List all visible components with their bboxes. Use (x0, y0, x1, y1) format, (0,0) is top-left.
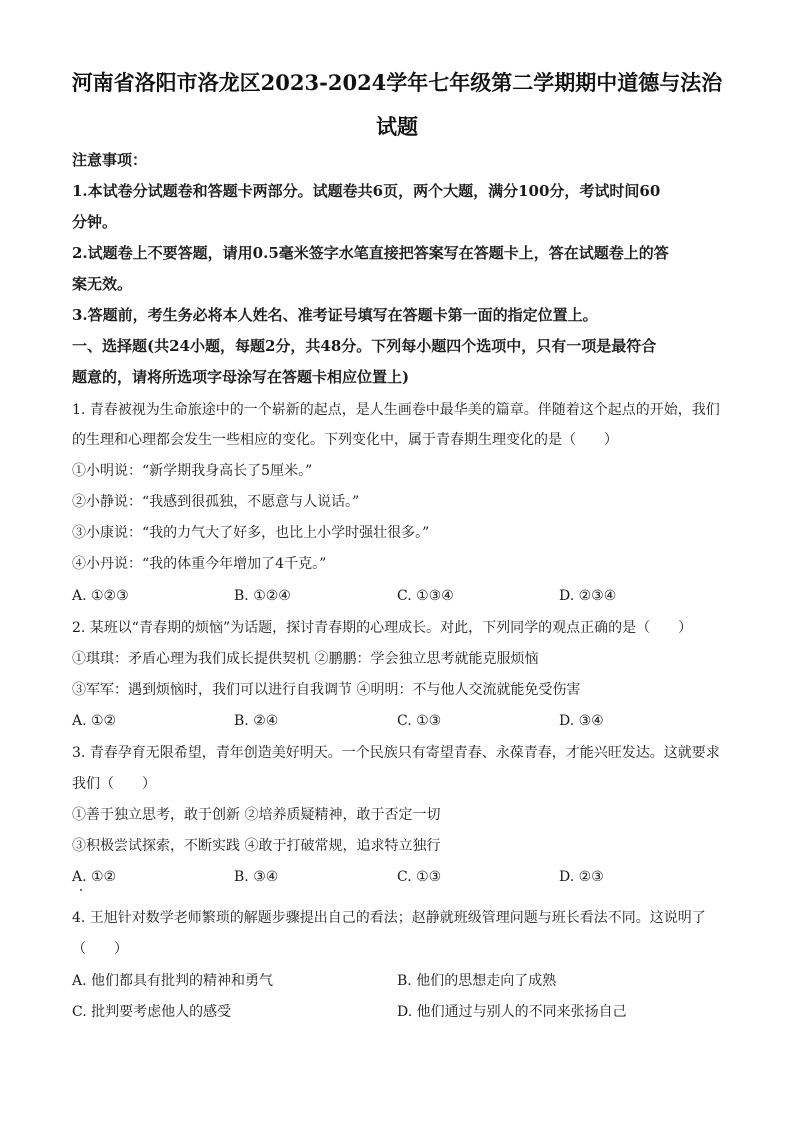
q3-stem-line1: 3. 青春孕育无限希望，青年创造美好明天。一个民族只有寄望青春、永葆青春，才能兴旺发达。这就要求 (72, 745, 720, 761)
q1-statement-3: ③小康说：“我的力气大了好多，也比上小学时强壮很多。” (72, 525, 430, 541)
q4-stem-line2: （ ） (72, 941, 128, 957)
q2-statements-12: ①琪琪：矛盾心理为我们成长提供契机 ②鹏鹏：学会独立思考就能克服烦恼 (72, 651, 539, 667)
q1-stem-line1: 1. 青春被视为生命旅途中的一个崭新的起点，是人生画卷中最华美的篇章。伴随着这个起点的开始，我们 (72, 402, 720, 418)
page-title-line2: 试题 (376, 114, 418, 139)
q2-option-d: D. ③④ (559, 713, 604, 729)
q4-option-d: D. 他们通过与别人的不同来张扬自己 (397, 1004, 627, 1020)
q3-stem-line2: 我们（ ） (72, 776, 156, 792)
q1-statement-2: ②小静说：“我感到很孤独，不愿意与人说话。” (72, 494, 360, 510)
q1-option-c: C. ①③④ (397, 588, 454, 604)
notice-item1-line2: 分钟。 (72, 213, 118, 231)
q4-option-c: C. 批判要考虑他人的感受 (72, 1004, 232, 1020)
q3-option-d: D. ②③ (559, 869, 604, 885)
q3-statements-12: ①善于独立思考，敢于创新 ②培养质疑精神，敢于否定一切 (72, 807, 441, 823)
notice-item3: 3.答题前，考生务必将本人姓名、准考证号填写在答题卡第一面的指定位置上。 (72, 306, 598, 324)
q1-option-d: D. ②③④ (559, 588, 617, 604)
notice-heading: 注意事项： (72, 151, 148, 169)
section1-heading-line1: 一、选择题(共24小题，每题2分，共48分。下列每小题四个选项中，只有一项是最符合 (72, 337, 657, 355)
notice-item1-line1: 1.本试卷分试题卷和答题卡两部分。试题卷共6页，两个大题，满分100分，考试时间60 (72, 182, 661, 200)
section1-heading-line2: 题意的，请将所选项字母涂写在答题卡相应位置上) (72, 368, 410, 386)
notice-item2-line1: 2.试题卷上不要答题，请用0.5毫米签字水笔直接把答案写在答题卡上，答在试题卷上的答 (72, 244, 669, 262)
q3-option-b: B. ③④ (234, 869, 279, 885)
q2-stem: 2. 某班以“青春期的烦恼”为话题，探讨青春期的心理成长。对此，下列同学的观点正确的是（ ） (72, 620, 693, 636)
q2-statements-34: ③军军：遇到烦恼时，我们可以进行自我调节 ④明明：不与他人交流就能免受伤害 (72, 682, 581, 698)
q1-statement-1: ①小明说：“新学期我身高长了5厘米。” (72, 463, 313, 479)
notice-item2-line2: 案无效。 (72, 275, 133, 293)
q1-option-a: A. ①②③ (72, 588, 129, 604)
q2-option-b: B. ②④ (234, 713, 279, 729)
q3-option-a: A. ①② (72, 869, 117, 885)
q1-statement-4: ④小丹说：“我的体重今年增加了4千克。” (72, 556, 327, 572)
page-title-line1: 河南省洛阳市洛龙区2023-2024学年七年级第二学期期中道德与法治 (71, 70, 723, 95)
q3-statements-34: ③积极尝试探索，不断实践 ④敢于打破常规，追求特立独行 (72, 838, 441, 854)
q1-stem-line2: 的生理和心理都会发生一些相应的变化。下列变化中，属于青春期生理变化的是（ ） (72, 432, 618, 448)
q1-option-b: B. ①②④ (234, 588, 291, 604)
q3-option-c: C. ①③ (397, 869, 442, 885)
q4-option-b: B. 他们的思想走向了成熟 (397, 973, 557, 989)
q2-option-c: C. ①③ (397, 713, 442, 729)
q2-option-a: A. ①② (72, 713, 117, 729)
scan-speck (80, 889, 82, 891)
q4-stem-line1: 4. 王旭针对数学老师繁琐的解题步骤提出自己的看法；赵静就班级管理问题与班长看法不同。这说明了 (72, 910, 706, 926)
q4-option-a: A. 他们都具有批判的精神和勇气 (72, 973, 274, 989)
